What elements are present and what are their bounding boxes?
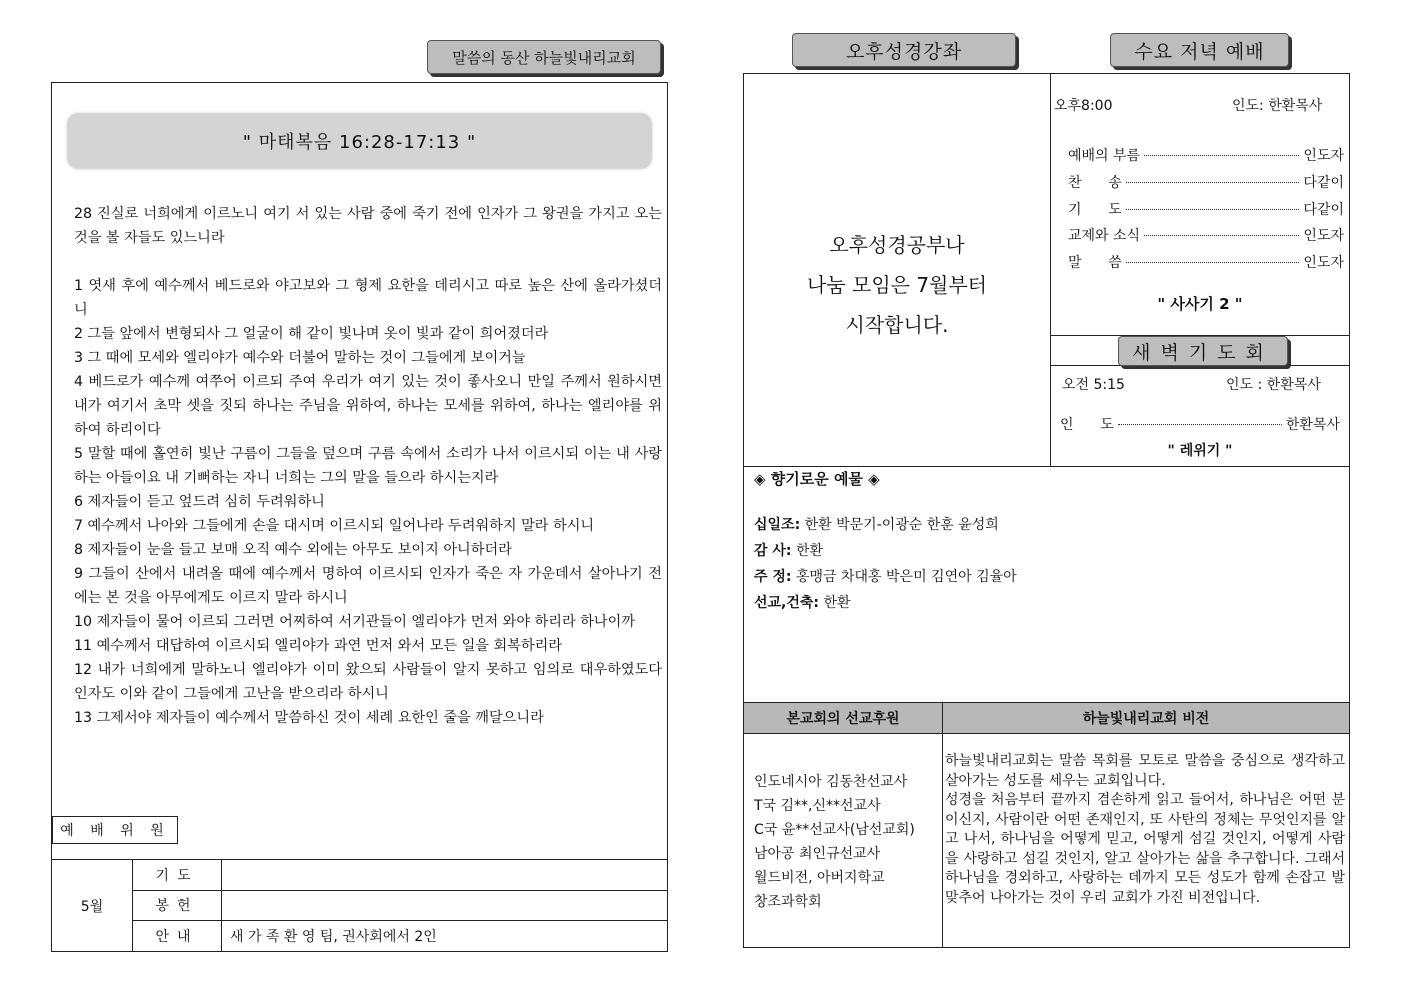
passage-title: " 마태복음 16:28-17:13 " [68,114,651,168]
missions-header: 본교회의 선교후원 [744,703,942,734]
verse: 11 예수께서 대답하여 이르시되 엘리야가 과연 먼저 와서 모든 일을 회복하리라 [74,638,563,654]
order-who: 한환목사 [1285,417,1340,433]
verse: 1 엿새 후에 예수께서 베드로와 야고보와 그 형제 요한을 데리시고 따로 높은 산에 올라가셨더니 [74,278,662,318]
notice-line: 나눔 모임은 7월부터 [807,273,987,297]
table-row [52,890,668,921]
order-item: 교제와 소식 [1068,228,1141,244]
order-who: 인도자 [1303,228,1344,244]
dawn-leader: 인도 : 한환목사 [1226,377,1321,393]
wednesday-sermon: " 사사기 2 " [1157,295,1243,313]
verse: 13 그제서야 제자들이 예수께서 말씀하신 것이 세례 요한인 줄을 깨달으니라 [74,710,544,726]
verse: 2 그들 앞에서 변형되사 그 얼굴이 해 같이 빛나며 옷이 빛과 같이 희어졌더라 [74,326,549,342]
order-item: 인 도 [1060,417,1114,433]
wednesday-leader: 인도: 한환목사 [1232,98,1323,114]
order-item: 기 도 [1068,202,1122,218]
verse: 8 제자들이 눈을 들고 보매 오직 예수 외에는 아무도 보이지 아니하더라 [74,542,512,558]
offering-names: 홍맹금 차대홍 박은미 김연아 김율아 [791,569,1017,585]
verse-gap [74,250,662,274]
roster-value: 새 가 족 환 영 팀, 권사회에서 2인 [222,921,668,952]
dawn-prayer-header: 새벽기도회 [1118,336,1288,366]
verse: 28 진실로 너희에게 이르노니 여기 서 있는 사람 중에 죽기 전에 인자가 그 왕권을 가지고 오는 것을 볼 자들도 있느니라 [74,206,662,246]
dawn-time: 오전 5:15 [1062,377,1125,393]
list-item: 인도네시아 김동찬선교사 [754,774,908,790]
order-who: 다같이 [1303,202,1344,218]
notice-line: 오후성경공부나 [829,233,965,257]
verse: 10 제자들이 물어 이르되 그러면 어찌하여 서기관들이 엘리야가 먼저 와야 하리라 하나이까 [74,614,636,630]
offering-line [754,514,999,534]
offering-label: 주 정: [754,569,792,585]
verse: 6 제자들이 듣고 엎드려 심히 두려워하니 [74,494,325,510]
table-row [52,860,668,891]
roster-role: 기도 [133,860,222,891]
leader-dots [1144,155,1299,156]
order-row [1068,252,1344,272]
divider [1050,73,1051,467]
verse: 4 베드로가 예수께 여쭈어 이르되 주여 우리가 여기 있는 것이 좋사오니 만일 주께서 원하시면 내가 여기서 초막 셋을 짓되 하나는 주님을 위하여, 하나는 모세를 위하여, 하나는 엘리야를 위하여 하리이다 [74,374,662,438]
bible-study-header: 오후성경강좌 [792,33,1016,67]
vision-paragraph: 하늘빛내리교회는 말씀 목회를 모토로 말씀을 중심으로 생각하고 살아가는 성도를 세우는 교회입니다. [945,753,1345,789]
roster-value [222,890,668,921]
offering-names: 한환 박문기-이광순 한훈 윤성희 [800,517,999,533]
order-who: 다같이 [1303,175,1344,191]
list-item: C국 윤**선교사(남선교회) [754,822,915,838]
offering-title: ◈ 향기로운 예물 ◈ [754,470,880,488]
dawn-sermon: " 레위기 " [1167,443,1233,459]
offering-names: 한환 [819,595,851,611]
verse: 5 말할 때에 홀연히 빛난 구름이 그들을 덮으며 구름 속에서 소리가 나서 이르시되 이는 내 사랑하는 아들이요 내 기뻐하는 자니 너희는 그의 말을 들으라 하시는지라 [74,446,662,486]
worship-committee-label: 예 배 위 원 [52,816,178,844]
order-item: 말 씀 [1068,255,1122,271]
leader-dots [1126,209,1300,210]
offering-label: 선교,건축: [754,595,820,611]
church-name-tag: 말씀의 동산 하늘빛내리교회 [427,40,661,74]
order-row [1068,225,1344,245]
list-item: 남아공 최인규선교사 [754,846,881,862]
offering-line [754,540,823,560]
divider [942,702,943,948]
order-row [1068,145,1344,165]
offering-names: 한환 [791,543,824,559]
list-item: 창조과학회 [754,894,822,910]
bible-study-notice [744,225,1050,345]
leader-dots [1126,262,1300,263]
roster-role: 봉헌 [133,890,222,921]
order-who: 인도자 [1303,255,1344,271]
offering-label: 감 사: [754,543,792,559]
order-row [1060,414,1340,434]
offering-label: 십일조: [754,517,801,533]
list-item: 월드비전, 아버지학교 [754,870,885,886]
verse: 7 예수께서 나아와 그들에게 손을 대시며 이르시되 일어나라 두려워하지 말라 하시니 [74,518,595,534]
vision-paragraph: 성경을 처음부터 끝까지 겸손하게 읽고 들어서, 하나님은 어떤 분이신지, 사람이란 어떤 존재인지, 또 사탄의 정체는 무엇인지를 알고 나서, 하나님을 어떻게 믿고, 어떻게 섬길 것인지, 어떻게 사람을 사랑하고 섬길 것인지, 알고 살아가는 삶을 추구합니다. 그래서 하나님을 경외하고, 사랑하는 데까지 모든 성도가 함께 손잡고 발 맞추어 나아가는 것이 우리 교회가 가진 비전입니다. [945,792,1345,906]
worship-roster-table [51,859,668,952]
order-row [1068,199,1344,219]
offering-line [754,592,851,612]
scripture-text [74,202,662,730]
leader-dots [1126,182,1300,183]
offering-line [754,566,1017,586]
leader-dots [1118,424,1282,425]
list-item: T국 김**,신**선교사 [754,798,881,814]
missions-list [754,770,915,914]
notice-line: 시작합니다. [845,313,949,337]
vision-header: 하늘빛내리교회 비전 [943,703,1349,734]
vision-text [945,752,1345,908]
table-row [52,921,668,952]
roster-role: 안내 [133,921,222,952]
wednesday-service-header: 수요 저녁 예배 [1110,33,1289,67]
leader-dots [1144,235,1299,236]
order-who: 인도자 [1303,148,1344,164]
verse: 12 내가 너희에게 말하노니 엘리야가 이미 왔으되 사람들이 알지 못하고 임의로 대우하였도다 인자도 이와 같이 그들에게 고난을 받으리라 하시니 [74,662,662,702]
wednesday-time: 오후8:00 [1054,98,1113,114]
verse: 3 그 때에 모세와 엘리야가 예수와 더불어 말하는 것이 그들에게 보이거늘 [74,350,526,366]
verse: 9 그들이 산에서 내려올 때에 예수께서 명하여 이르시되 인자가 죽은 자 가운데서 살아나기 전에는 본 것을 아무에게도 이르지 말라 하시니 [74,566,662,606]
roster-month: 5월 [52,860,133,952]
order-row [1068,172,1344,192]
roster-value [222,860,668,891]
order-item: 예배의 부름 [1068,148,1141,164]
order-item: 찬 송 [1068,175,1122,191]
